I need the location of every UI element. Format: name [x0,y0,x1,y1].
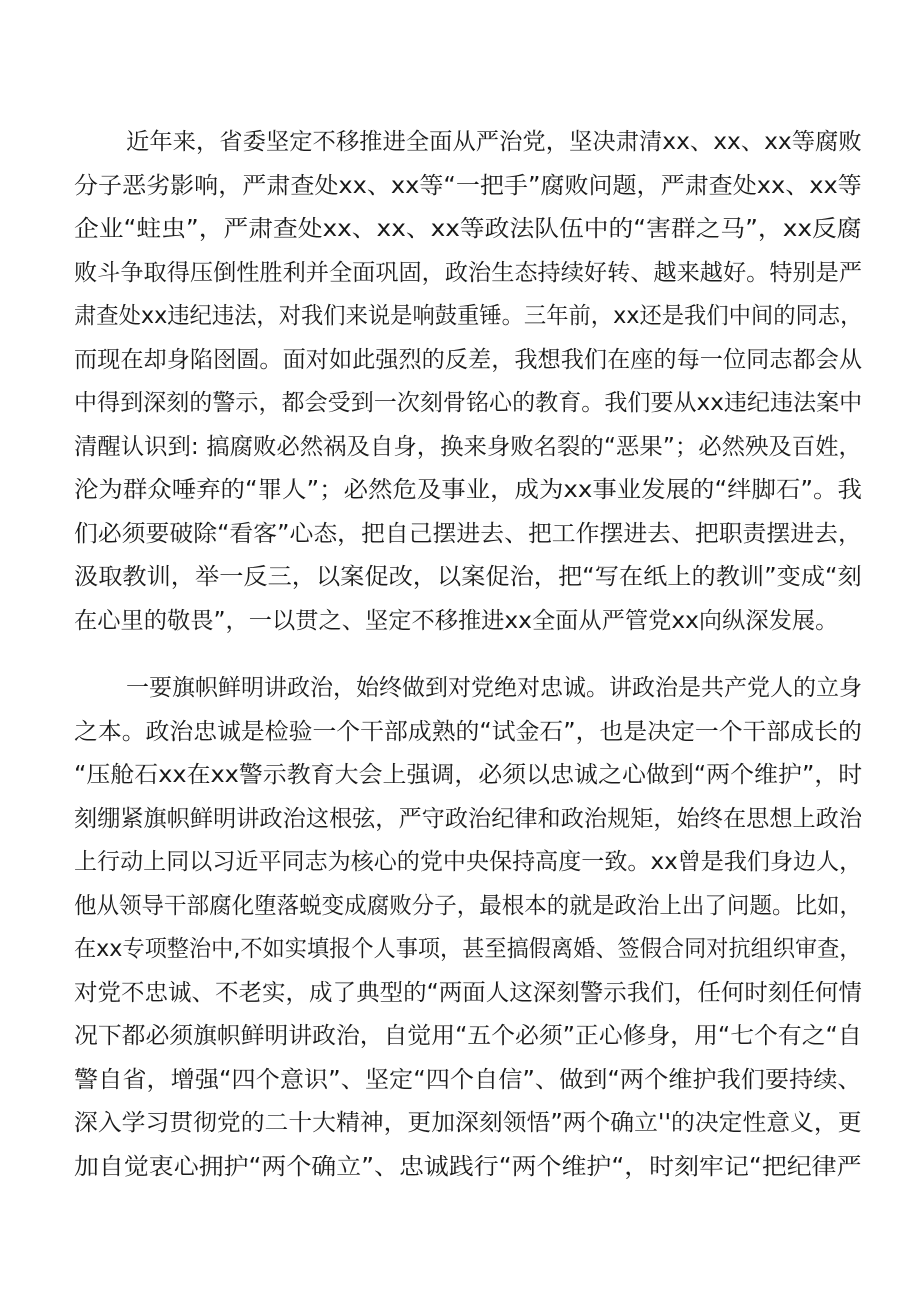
paragraph-line: 近年来，省委坚定不移推进全面从严治党，坚决肃清xx、xx、xx等腐败 [126,129,862,155]
paragraph-line: 深入学习贯彻党的二十大精神，更加深刻领悟”两个确立''的决定性意义，更 [74,1110,862,1136]
paragraph-line: 对党不忠诚、不老实，成了典型的“两面人这深刻警示我们，任何时刻任何情 [74,979,862,1006]
paragraph-line: “压舱石xx在xx警示教育大会上强调，必须以忠诚之心做到“两个维护”，时 [74,762,863,788]
paragraph-line: 中得到深刻的警示，都会受到一次刻骨铭心的教育。我们要从xx违纪违法案中 [74,390,863,416]
paragraph-line: 警自省，增强“四个意识”、坚定“四个自信”、做到“两个维护我们要持续、 [74,1066,862,1093]
paragraph-line: 一要旗帜鲜明讲政治，始终做到对党绝对忠诚。讲政治是共产党人的立身 [126,675,862,701]
paragraph-line: 在xx专项整治中,不如实填报个人事项，甚至搞假离婚、签假合同对抗组织审查， [74,936,862,962]
paragraph-line: 汲取教训，举一反三，以案促改，以案促治，把“写在纸上的教训”变成“刻 [74,564,862,590]
paragraph-line: 之本。政治忠诚是检验一个干部成熟的“试金石”，也是决定一个干部成长的 [74,718,862,745]
paragraph-line: 们必须要破除“看客”心态，把自己摆进去、把工作摆进去、把职责摆进去， [74,520,862,547]
paragraph-line: 清醒认识到: 搞腐败必然祸及自身，换来身败名裂的“恶果”；必然殃及百姓， [74,433,862,460]
paragraph-line: 上行动上同以习近平同志为核心的党中央保持高度一致。xx曾是我们身边人， [74,849,863,875]
paragraph-line: 他从领导干部腐化堕落蜕变成腐败分子，最根本的就是政治上出了问题。比如， [74,892,863,919]
paragraph-line: 加自觉衷心拥护“两个确立”、忠诚践行“两个维护“，时刻牢记“把纪律严 [74,1153,862,1180]
paragraph-line: 败斗争取得压倒性胜利并全面巩固，政治生态持续好转、越来越好。特别是严 [74,259,863,286]
paragraph-line: 而现在却身陷囹圄。面对如此强烈的反差，我想我们在座的每一位同志都会从 [74,346,863,373]
paragraph-line: 肃查处xx违纪违法，对我们来说是响鼓重锤。三年前，xx还是我们中间的同志， [74,303,863,329]
paragraph-line: 在心里的敬畏”，一以贯之、坚定不移推进xx全面从严管党xx向纵深发展。 [74,607,839,634]
paragraph-line: 刻绷紧旗帜鲜明讲政治这根弦，严守政治纪律和政治规矩，始终在思想上政治 [74,805,863,832]
paragraph-line: 分子恶劣影响，严肃查处xx、xx等“一把手”腐败问题，严肃查处xx、xx等 [74,172,862,199]
paragraph-line: 沦为群众唾弃的“罪人”；必然危及事业，成为xx事业发展的“绊脚石”。我 [74,477,862,503]
paragraph-line: 企业“蛀虫”，严肃查处xx、xx、xx等政法队伍中的“害群之马”，xx反腐 [74,216,862,242]
paragraph-line: 况下都必须旗帜鲜明讲政治，自觉用“五个必须”正心修身，用“七个有之“自 [74,1023,862,1049]
